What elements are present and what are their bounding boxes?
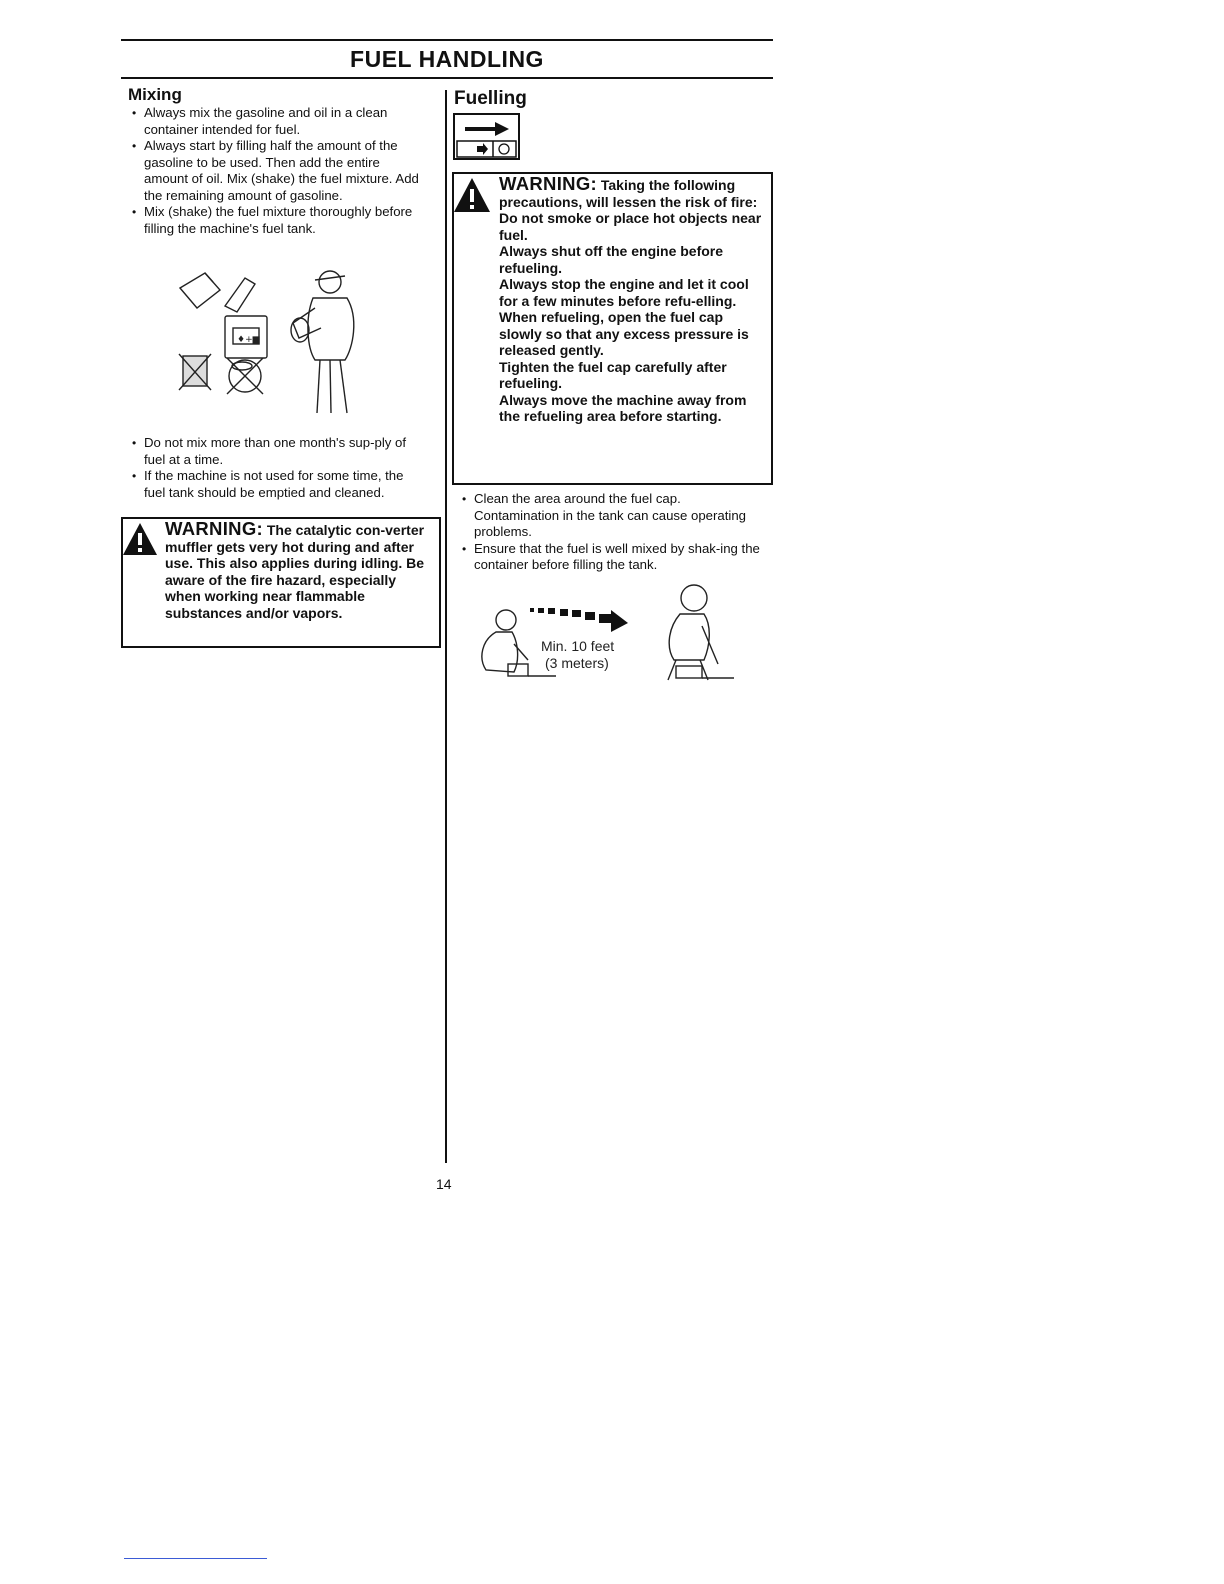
list-item: • Always mix the gasoline and oil in a clean container intended for fuel. bbox=[130, 105, 422, 138]
distance-caption-line1: Min. 10 feet bbox=[541, 638, 615, 654]
list-item: • Clean the area around the fuel cap. Contamination in the tank can cause operating problems. bbox=[460, 491, 760, 541]
warning-box-catalytic bbox=[121, 517, 441, 648]
warning-lead: Taking the following precautions, will lessen the risk of fire: bbox=[499, 177, 758, 210]
list-item: • Mix (shake) the fuel mixture thoroughly before filling the machine's fuel tank. bbox=[130, 204, 422, 237]
warning-text bbox=[165, 518, 433, 621]
list-item: • Do not mix more than one month's sup-ply of fuel at a time. bbox=[130, 435, 422, 468]
footer-link-line bbox=[124, 1558, 267, 1559]
fuelling-bullet-list bbox=[460, 491, 760, 574]
warning-box-fuelling bbox=[452, 172, 773, 485]
title-underline bbox=[121, 77, 773, 79]
warning-item: Always stop the engine and let it cool for a few minutes before refu-elling. bbox=[499, 276, 749, 309]
top-rule bbox=[121, 39, 773, 41]
warning-label: WARNING: bbox=[499, 173, 597, 194]
warning-item: Always move the machine away from the refueling area before starting. bbox=[499, 391, 747, 424]
warning-triangle-icon bbox=[121, 521, 159, 557]
warning-triangle-icon bbox=[452, 176, 492, 214]
fuelling-heading: Fuelling bbox=[454, 88, 527, 109]
mixing-bullet-list bbox=[130, 105, 422, 237]
warning-body: The catalytic con-verter muffler gets very hot during and after use. This also applies during idling. Be aware of the fire hazard, especially when working near flammable substances and/or vapors. bbox=[165, 522, 425, 621]
column-divider bbox=[445, 90, 447, 1163]
list-item: • Always start by filling half the amount of the gasoline to be used. Then add the entire amount of oil. Mix (shake) the fuel mixture. Add the remaining amount of gasoline. bbox=[130, 138, 422, 204]
list-item: • If the machine is not used for some time, the fuel tank should be emptied and cleaned. bbox=[130, 468, 422, 501]
list-item: • Ensure that the fuel is well mixed by shak-ing the container before filling the tank. bbox=[460, 541, 760, 574]
warning-text bbox=[499, 173, 769, 425]
warning-item: When refueling, open the fuel cap slowly so that any excess pressure is released gently. bbox=[499, 309, 749, 358]
warning-item: Do not smoke or place hot objects near fuel. bbox=[499, 210, 762, 243]
warning-item: Always shut off the engine before refueling. bbox=[499, 243, 724, 276]
warning-item: Tighten the fuel cap carefully after refueling. bbox=[499, 358, 727, 391]
fuelling-symbol-icon bbox=[453, 113, 521, 161]
mixing-bullet-list-2 bbox=[130, 435, 422, 501]
distance-caption-line2: (3 meters) bbox=[545, 655, 609, 671]
page-number: 14 bbox=[436, 1176, 452, 1192]
mixing-illustration bbox=[175, 268, 375, 416]
page-title: FUEL HANDLING bbox=[350, 46, 544, 72]
svg-text:♦+▆: ♦+▆ bbox=[237, 335, 260, 345]
warning-label: WARNING: bbox=[165, 518, 263, 539]
mixing-heading: Mixing bbox=[128, 85, 182, 104]
